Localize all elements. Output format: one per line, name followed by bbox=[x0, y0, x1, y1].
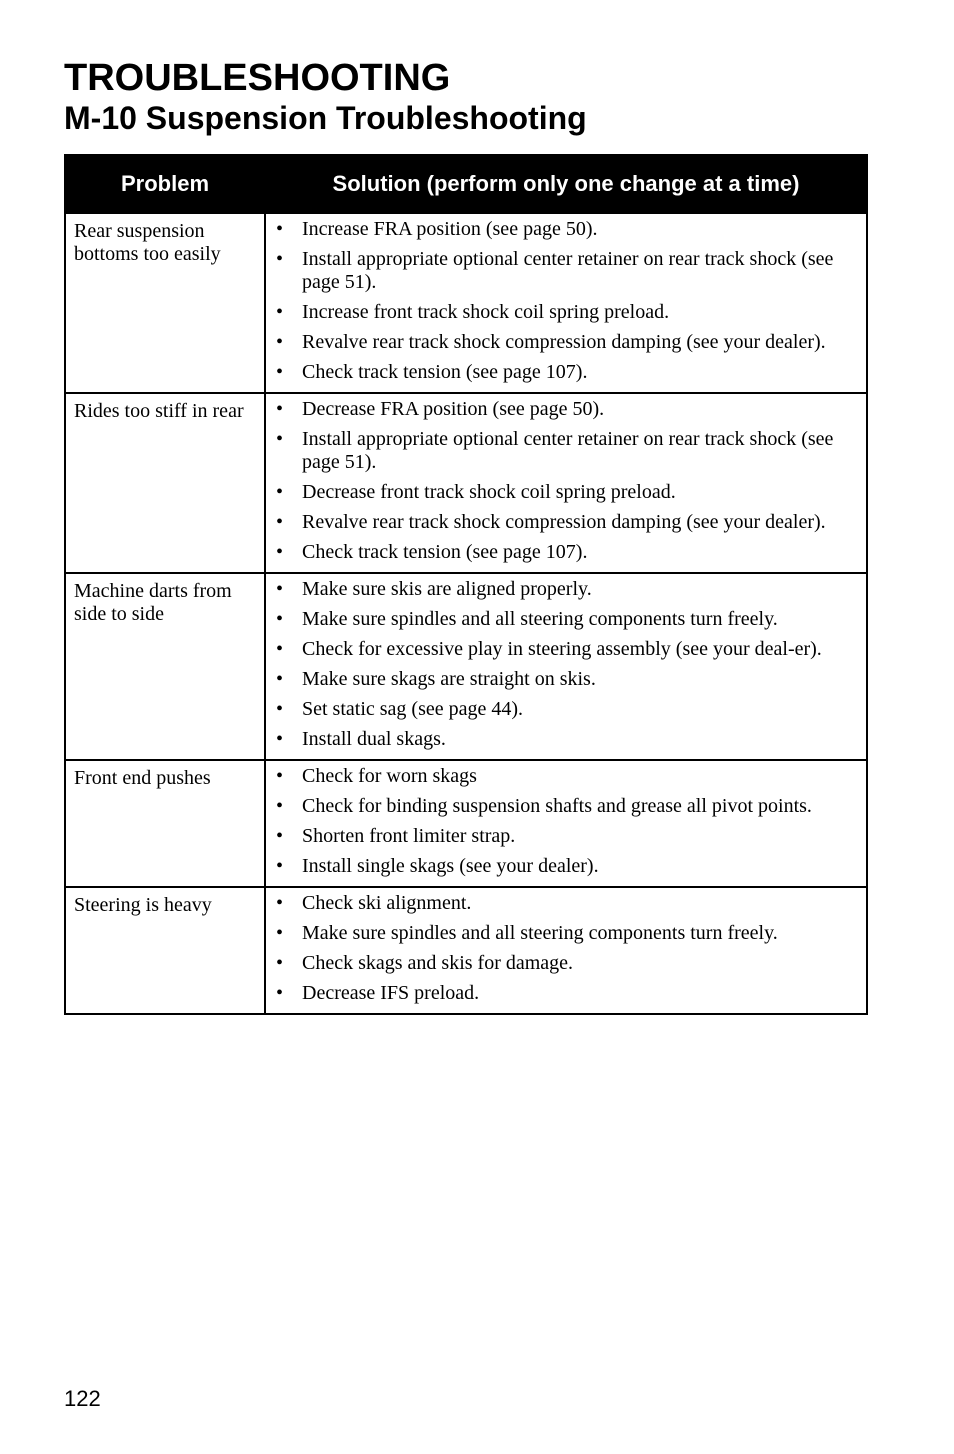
solution-text: Check ski alignment. bbox=[302, 892, 472, 914]
solution-cell bbox=[265, 760, 867, 887]
problem-cell: Rides too stiff in rear bbox=[65, 393, 265, 573]
bullet-icon: • bbox=[276, 481, 284, 503]
bullet-icon: • bbox=[276, 638, 284, 660]
table-row bbox=[65, 213, 867, 393]
solution-text: Make sure skis are aligned properly. bbox=[302, 578, 592, 600]
solution-text: Check track tension (see page 107). bbox=[302, 361, 588, 383]
bullet-icon: • bbox=[276, 511, 284, 533]
solution-list bbox=[274, 578, 856, 751]
solution-item bbox=[274, 728, 856, 751]
bullet-icon: • bbox=[276, 608, 284, 630]
bullet-icon: • bbox=[276, 248, 284, 270]
solution-item bbox=[274, 952, 856, 975]
bullet-icon: • bbox=[276, 952, 284, 974]
solution-list bbox=[274, 892, 856, 1005]
solution-item bbox=[274, 428, 856, 474]
bullet-icon: • bbox=[276, 668, 284, 690]
bullet-icon: • bbox=[276, 922, 284, 944]
solution-cell bbox=[265, 887, 867, 1014]
bullet-icon: • bbox=[276, 541, 284, 563]
bullet-icon: • bbox=[276, 855, 284, 877]
solution-text: Check for worn skags bbox=[302, 765, 477, 787]
solution-item bbox=[274, 511, 856, 534]
problem-cell: Front end pushes bbox=[65, 760, 265, 887]
solution-cell bbox=[265, 213, 867, 393]
solution-item bbox=[274, 795, 856, 818]
solution-text: Check skags and skis for damage. bbox=[302, 952, 574, 974]
solution-text: Increase FRA position (see page 50). bbox=[302, 218, 598, 240]
solution-item bbox=[274, 825, 856, 848]
page-title: TROUBLESHOOTING bbox=[64, 57, 451, 99]
section-title: M-10 Suspension Troubleshooting bbox=[64, 100, 587, 136]
solution-item bbox=[274, 398, 856, 421]
solution-item bbox=[274, 982, 856, 1005]
solution-text: Check track tension (see page 107). bbox=[302, 541, 588, 563]
solution-item bbox=[274, 922, 856, 945]
solution-text: Set static sag (see page 44). bbox=[302, 698, 524, 720]
solution-text: Revalve rear track shock compression damping (see your dealer). bbox=[302, 511, 826, 533]
bullet-icon: • bbox=[276, 825, 284, 847]
solution-list bbox=[274, 765, 856, 878]
solution-item bbox=[274, 578, 856, 601]
solution-text: Shorten front limiter strap. bbox=[302, 825, 516, 847]
solution-text: Make sure skags are straight on skis. bbox=[302, 668, 596, 690]
solution-text: Check for binding suspension shafts and grease all pivot points. bbox=[302, 795, 812, 817]
problem-cell: Machine darts from side to side bbox=[65, 573, 265, 760]
solution-cell bbox=[265, 573, 867, 760]
solution-text: Check for excessive play in steering assembly (see your deal-er). bbox=[302, 638, 822, 660]
table-row bbox=[65, 887, 867, 1014]
solution-text: Decrease FRA position (see page 50). bbox=[302, 398, 605, 420]
bullet-icon: • bbox=[276, 765, 284, 787]
solution-item bbox=[274, 765, 856, 788]
column-header-problem: Problem bbox=[65, 155, 265, 213]
solution-item bbox=[274, 541, 856, 564]
solution-text: Install appropriate optional center retainer on rear track shock (see page 51). bbox=[302, 248, 834, 293]
solution-text: Decrease front track shock coil spring preload. bbox=[302, 481, 676, 503]
table-row bbox=[65, 573, 867, 760]
solution-list bbox=[274, 218, 856, 384]
solution-text: Install dual skags. bbox=[302, 728, 446, 750]
solution-item bbox=[274, 218, 856, 241]
table-row bbox=[65, 393, 867, 573]
bullet-icon: • bbox=[276, 698, 284, 720]
bullet-icon: • bbox=[276, 301, 284, 323]
troubleshooting-table bbox=[64, 154, 868, 1015]
problem-cell: Rear suspension bottoms too easily bbox=[65, 213, 265, 393]
solution-text: Install single skags (see your dealer). bbox=[302, 855, 599, 877]
bullet-icon: • bbox=[276, 982, 284, 1004]
solution-item bbox=[274, 481, 856, 504]
bullet-icon: • bbox=[276, 398, 284, 420]
problem-cell: Steering is heavy bbox=[65, 887, 265, 1014]
bullet-icon: • bbox=[276, 892, 284, 914]
solution-text: Increase front track shock coil spring preload. bbox=[302, 301, 670, 323]
solution-text: Revalve rear track shock compression damping (see your dealer). bbox=[302, 331, 826, 353]
solution-cell bbox=[265, 393, 867, 573]
bullet-icon: • bbox=[276, 331, 284, 353]
solution-item bbox=[274, 698, 856, 721]
bullet-icon: • bbox=[276, 578, 284, 600]
solution-item bbox=[274, 301, 856, 324]
table-row bbox=[65, 760, 867, 887]
solution-item bbox=[274, 248, 856, 294]
solution-text: Make sure spindles and all steering components turn freely. bbox=[302, 608, 778, 630]
solution-item bbox=[274, 638, 856, 661]
solution-text: Make sure spindles and all steering components turn freely. bbox=[302, 922, 778, 944]
solution-text: Install appropriate optional center retainer on rear track shock (see page 51). bbox=[302, 428, 834, 473]
bullet-icon: • bbox=[276, 428, 284, 450]
page-number: 122 bbox=[64, 1386, 101, 1411]
table-header-row bbox=[65, 155, 867, 213]
solution-text: Decrease IFS preload. bbox=[302, 982, 480, 1004]
solution-item bbox=[274, 608, 856, 631]
solution-item bbox=[274, 892, 856, 915]
solution-item bbox=[274, 361, 856, 384]
bullet-icon: • bbox=[276, 728, 284, 750]
bullet-icon: • bbox=[276, 361, 284, 383]
column-header-solution: Solution (perform only one change at a time) bbox=[265, 155, 867, 213]
bullet-icon: • bbox=[276, 795, 284, 817]
table-body bbox=[65, 213, 867, 1014]
solution-list bbox=[274, 398, 856, 564]
solution-item bbox=[274, 331, 856, 354]
bullet-icon: • bbox=[276, 218, 284, 240]
solution-item bbox=[274, 855, 856, 878]
solution-item bbox=[274, 668, 856, 691]
